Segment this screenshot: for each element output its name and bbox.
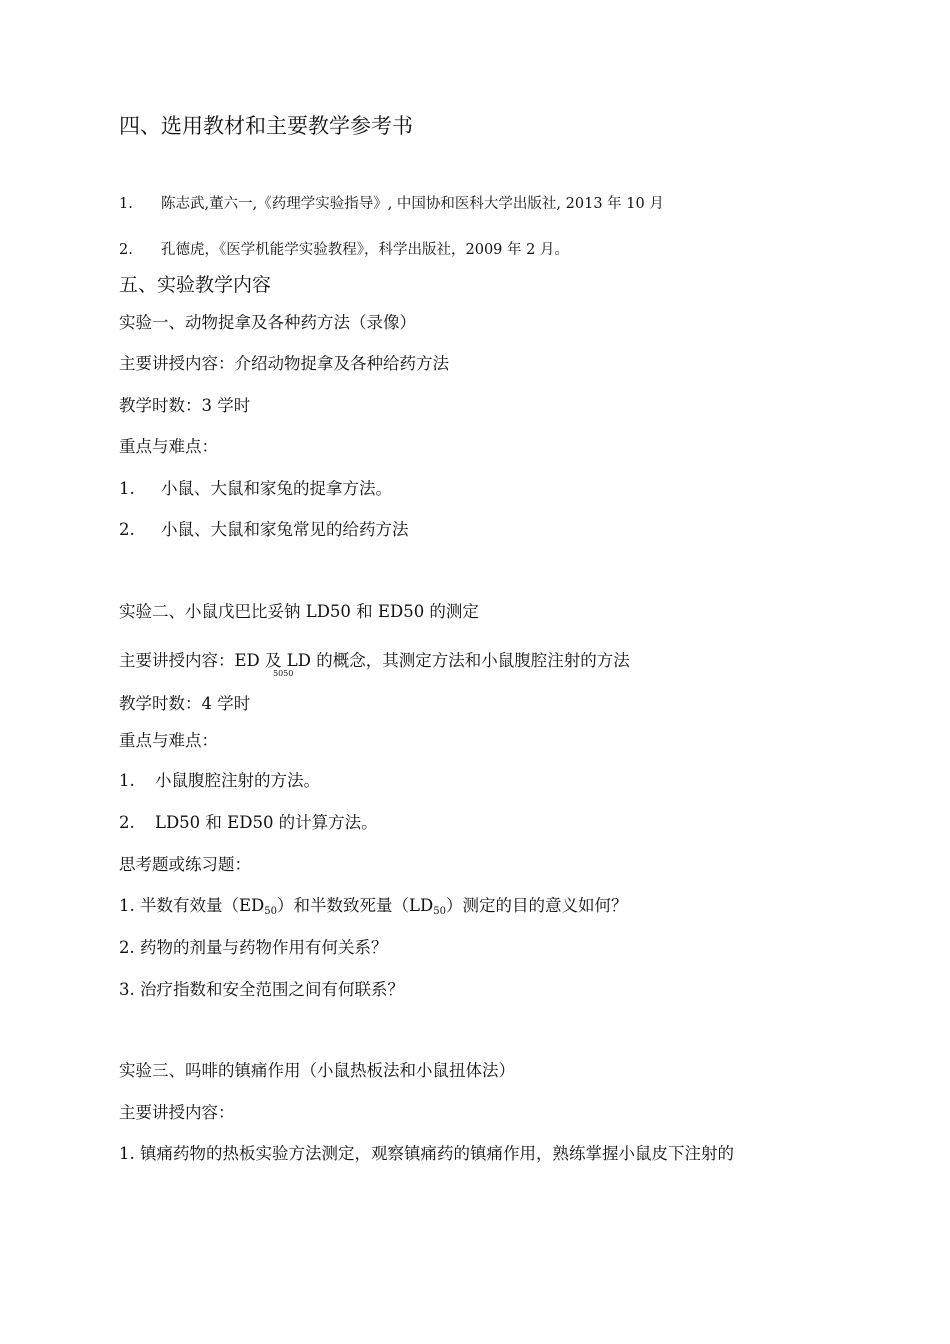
- ld50-subscript: 50: [433, 906, 446, 917]
- question-text: 治疗指数和安全范围之间有何联系？: [140, 980, 404, 999]
- exp2-key-label: 重点与难点：: [119, 731, 218, 750]
- question-number: 1.: [119, 896, 135, 915]
- reference-item: [119, 192, 664, 213]
- exp3-title: 实验三、吗啡的镇痛作用（小鼠热板法和小鼠扭体法）: [119, 1061, 515, 1080]
- section5-heading: 五、实验教学内容: [119, 274, 272, 296]
- exp3-item: [119, 1140, 734, 1164]
- point-text: 小鼠、大鼠和家兔常见的给药方法: [161, 520, 409, 539]
- exp1-hours: 教学时数：3 学时: [119, 396, 251, 415]
- point-text: 小鼠腹腔注射的方法。: [155, 771, 320, 790]
- item-number: 1.: [119, 1144, 135, 1163]
- question-text-part: 半数有效量（ED: [140, 896, 265, 915]
- question-text: [140, 896, 627, 915]
- exp1-content: 主要讲授内容：介绍动物捉拿及各种给药方法: [119, 354, 449, 373]
- question-number: 2.: [119, 938, 135, 957]
- exp2-title: 实验二、小鼠戊巴比妥钠 LD50 和 ED50 的测定: [119, 602, 479, 621]
- question-number: 3.: [119, 980, 135, 999]
- point-number: 1.: [119, 771, 135, 790]
- exp3-content-label: 主要讲授内容：: [119, 1103, 235, 1122]
- question-text-part: ）测定的目的意义如何？: [445, 896, 628, 915]
- exp2-question: [119, 934, 388, 958]
- reference-number: 2.: [119, 242, 133, 258]
- question-text: 药物的剂量与药物作用有何关系？: [140, 938, 388, 957]
- exp2-hours: 教学时数：4 学时: [119, 694, 251, 713]
- reference-text: 陈志武,董六一,《药理学实验指导》, 中国协和医科大学出版社, 2013 年 10 月: [161, 196, 664, 212]
- point-number: 1.: [119, 479, 135, 498]
- exp1-point: [119, 516, 409, 540]
- reference-item: [119, 238, 569, 259]
- exp2-point: [119, 767, 320, 791]
- exp2-content-subscript: 5050: [273, 669, 294, 678]
- point-number: 2.: [119, 520, 135, 539]
- exp2-questions-label: 思考题或练习题：: [119, 855, 251, 874]
- point-number: 2.: [119, 813, 135, 832]
- exp1-key-label: 重点与难点：: [119, 437, 218, 456]
- ed50-subscript: 50: [264, 906, 278, 917]
- point-text: 小鼠、大鼠和家兔的捉拿方法。: [161, 479, 392, 498]
- reference-number: 1.: [119, 196, 133, 212]
- exp2-point: [119, 809, 378, 833]
- exp2-question: [119, 976, 404, 1000]
- reference-text: 孔德虎，《医学机能学实验教程》，科学出版社，2009 年 2 月。: [161, 242, 569, 258]
- section4-heading: 四、选用教材和主要教学参考书: [119, 114, 413, 138]
- point-text: LD50 和 ED50 的计算方法。: [155, 813, 378, 832]
- exp2-question: [119, 892, 627, 917]
- item-text: 镇痛药物的热板实验方法测定，观察镇痛药的镇痛作用，熟练掌握小鼠皮下注射的: [140, 1144, 734, 1163]
- exp1-point: [119, 475, 392, 499]
- question-text-part: ）和半数致死量（LD: [277, 896, 434, 915]
- exp2-content: 主要讲授内容：ED 及 LD 的概念，其测定方法和小鼠腹腔注射的方法: [119, 651, 630, 670]
- exp1-title: 实验一、动物捉拿及各种药方法（录像）: [119, 313, 416, 332]
